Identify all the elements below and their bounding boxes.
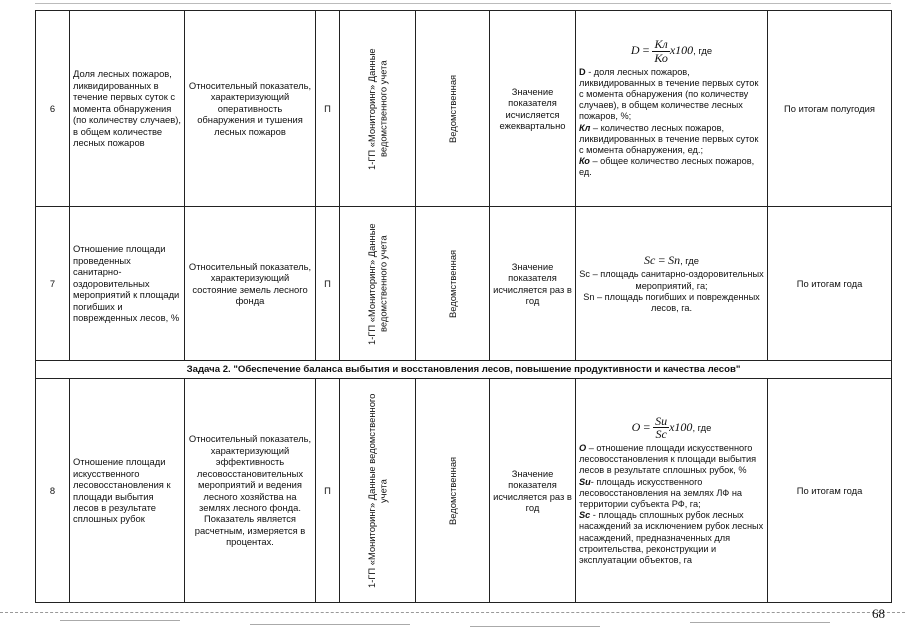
formula-definition: Sn – площадь погибших и поврежденных лесов, га. [583,291,760,314]
data-source: 1-ГП «Мониторинг» Данные ведомственного учета [366,47,389,170]
formula-definition: D - доля лесных пожаров, ликвидированных в течение первых суток с момента обнаружения (по количеству случаев), в общем количестве лесных пожаров, %; [579,66,759,122]
bottom-scan-line [0,612,905,614]
scan-artifact [690,622,830,623]
indicator-name: Отношение площади искусственного лесовосстановления к площади выбытия лесов в результате сплошных рубок [70,379,185,603]
table-row [36,207,892,361]
indicator-type: Относительный показатель, характеризующий состояние земель лесного фонда [185,207,316,361]
reporting-period: По итогам года [768,379,892,603]
formula-definition: Sc - площадь сплошных рубок лесных насаждений за исключением рубок лесных насаждений, предназначенных для строительства, реконструкции и эксплуатации объектов, га [579,510,764,566]
formula-definition: Ко – общее количество лесных пожаров, ед. [579,156,755,178]
formula-cell [576,11,768,207]
task-title: Задача 2. "Обеспечение баланса выбытия и восстановления лесов, повышение продуктивности и качества лесов" [36,361,892,379]
indicator-name: Доля лесных пожаров, ликвидированных в течение первых суток с момента обнаружения (по количеству случаев), в общем количестве лесных пожаров [70,11,185,207]
data-kind: Ведомственная [446,249,458,318]
table-row [36,11,892,207]
reporting-period: По итогам года [768,207,892,361]
reporting-period: По итогам полугодия [768,11,892,207]
kind-cell [416,11,490,207]
indicator-p: П [316,207,340,361]
formula: O = $\frac{Su}{Sc}$ x100, где [631,413,712,442]
page-number: 68 [872,606,885,621]
value-frequency: Значение показателя исчисляется ежеквартально [490,11,576,207]
formula-cell [576,379,768,603]
formula-definition: Sc – площадь санитарно-оздоровительных мероприятий, га; [579,269,764,291]
top-border-line [35,3,891,4]
formula-definition: Su- площадь искусственного лесовосстановления на землях ЛФ на территории субъекта РФ, га; [579,476,743,509]
source-cell [340,379,416,603]
kind-cell [416,379,490,603]
indicator-type: Относительный показатель, характеризующий эффективность лесовосстановительных мероприятий и ведения лесного хозяйства на землях лесного фонда. Показатель является расчетным, измеряется в процентах. [185,379,316,603]
formula: Sc = Sn, где [643,252,699,267]
data-source: 1-ГП «Мониторинг» Данные ведомственного учета [366,393,389,588]
value-frequency: Значение показателя исчисляется раз в год [490,379,576,603]
source-cell [340,11,416,207]
data-kind: Ведомственная [446,456,458,525]
scan-artifact [250,624,410,625]
indicator-name: Отношение площади проведенных санитарно-оздоровительных мероприятий к площади погибших и поврежденных лесов, % [70,207,185,361]
formula-definition: Кл – количество лесных пожаров, ликвидированных в течение первых суток с момента обнаружения, ед.; [579,122,759,156]
scan-artifact [470,626,600,627]
table-row [36,379,892,603]
value-frequency: Значение показателя исчисляется раз в год [490,207,576,361]
scan-artifact [60,620,180,621]
formula: D = $\frac{Кл}{Ко}$ x100, где [630,37,713,65]
formula-definition: O – отношение площади искусственного лесовосстановления к площади выбытия лесов в результате сплошных рубок, % [579,442,757,476]
row-number: 8 [36,379,70,603]
formula-cell [576,207,768,361]
row-number: 7 [36,207,70,361]
data-source: 1-ГП «Мониторинг» Данные ведомственного учета [366,222,389,345]
task-row [36,361,892,379]
indicator-type: Относительный показатель, характеризующий оперативность обнаружения и тушения лесных пожаров [185,11,316,207]
indicator-p: П [316,379,340,603]
indicators-table [35,10,892,603]
source-cell [340,207,416,361]
row-number: 6 [36,11,70,207]
indicator-p: П [316,11,340,207]
kind-cell [416,207,490,361]
data-kind: Ведомственная [446,74,458,143]
